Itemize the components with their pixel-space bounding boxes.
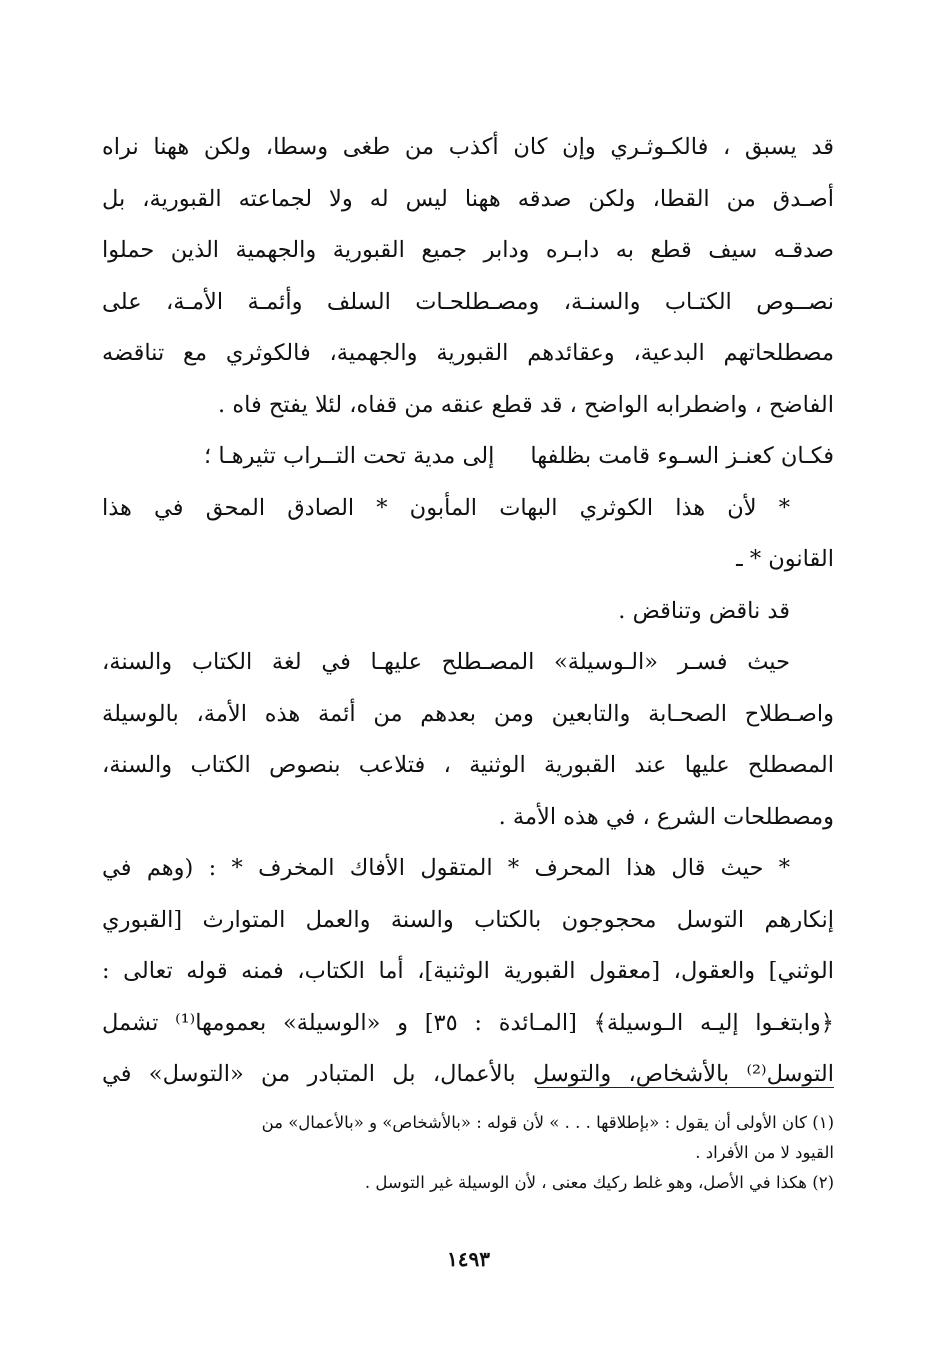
verse-first-hemistich: فكـان كعنـز السـوء قامت بظلفها: [530, 443, 834, 469]
footnotes: [102, 1108, 834, 1198]
text-line: * حيث قال هذا المحرف * المتقول الأفاك المخرف * : (وهم في: [102, 855, 790, 881]
text-line: المصطلح عليها عند القبورية الوثنية ، فتلاعب بنصوص الكتاب والسنة،: [102, 752, 834, 778]
text-line: نصــوص الكتـاب والسنـة، ومصـطلحـات السلف وأئمـة الأمـة، على: [102, 288, 834, 315]
text-line: صدقـه سيف قطع به دابـره ودابر جميع القبورية والجهمية الذين حملوا: [102, 237, 834, 263]
text-line: ومصطلحات الشرع ، في هذه الأمة .: [498, 803, 834, 830]
verse-second-hemistich: إلى مدية تحت التــراب تثيرهـا ؛: [204, 443, 495, 469]
text-line: إنكارهم التوسل محجوجون بالكتاب والسنة والعمل المتوارث [القبوري: [102, 906, 834, 933]
page-number: ١٤٩٣: [447, 1247, 490, 1271]
main-text: [102, 122, 834, 1101]
text-line: قد يسبق ، فالكـوثـري وإن كان أكذب من طغى وسطا، ولكن ههنا نراه: [102, 134, 834, 160]
poetry-verse: [102, 431, 834, 483]
quran-verse-line: ﴿وابتغـوا إليـه الـوسيلة﴾ [المـائدة : ٣٥] و «الوسيلة» بعمومها⁽¹⁾ تشمل: [102, 1009, 834, 1036]
text-line: أصـدق من القطا، ولكن صدقه ههنا ليس له ولا لجماعته القبورية، بل: [102, 185, 834, 212]
footnote-1-continuation: القيود لا من الأفراد .: [695, 1143, 834, 1162]
text-line: التوسل⁽²⁾ بالأشخاص، والتوسل بالأعمال، بل المتبادر من «التوسل» في: [102, 1061, 834, 1087]
text-line: الوثني] والعقول، [معقول القبورية الوثنية]، أما الكتاب، فمنه قوله تعالى :: [102, 958, 834, 984]
footnote-separator: [537, 1087, 834, 1088]
text-line: واصـطلاح الصحـابة والتابعين ومن بعدهم من أئمة هذه الأمة، بالوسيلة: [102, 700, 834, 727]
text-line: مصطلحاتهم البدعية، وعقائدهم القبورية والجهمية، فالكوثري مع تناقضه: [102, 340, 834, 366]
text-line: قد ناقض وتناقض .: [618, 597, 790, 624]
text-line: * لأن هذا الكوثري البهات المأبون * الصادق المحق في هذا: [102, 494, 790, 521]
footnote-1: (١) كان الأولى أن يقول : «بإطلاقها . . . » لأن قوله : «بالأشخاص» و «بالأعمال» من: [261, 1113, 834, 1132]
text-line: القانون * ـ: [736, 546, 834, 572]
footnote-2: (٢) هكذا في الأصل، وهو غلط ركيك معنى ، لأن الوسيلة غير التوسل .: [364, 1173, 834, 1192]
text-line: حيث فسـر «الـوسيلة» المصـطلح عليهـا في لغة الكتاب والسنة،: [102, 649, 790, 675]
text-line: الفاضح ، واضطرابه الواضح ، قد قطع عنقه من قفاه، لئلا يفتح فاه .: [218, 391, 834, 418]
